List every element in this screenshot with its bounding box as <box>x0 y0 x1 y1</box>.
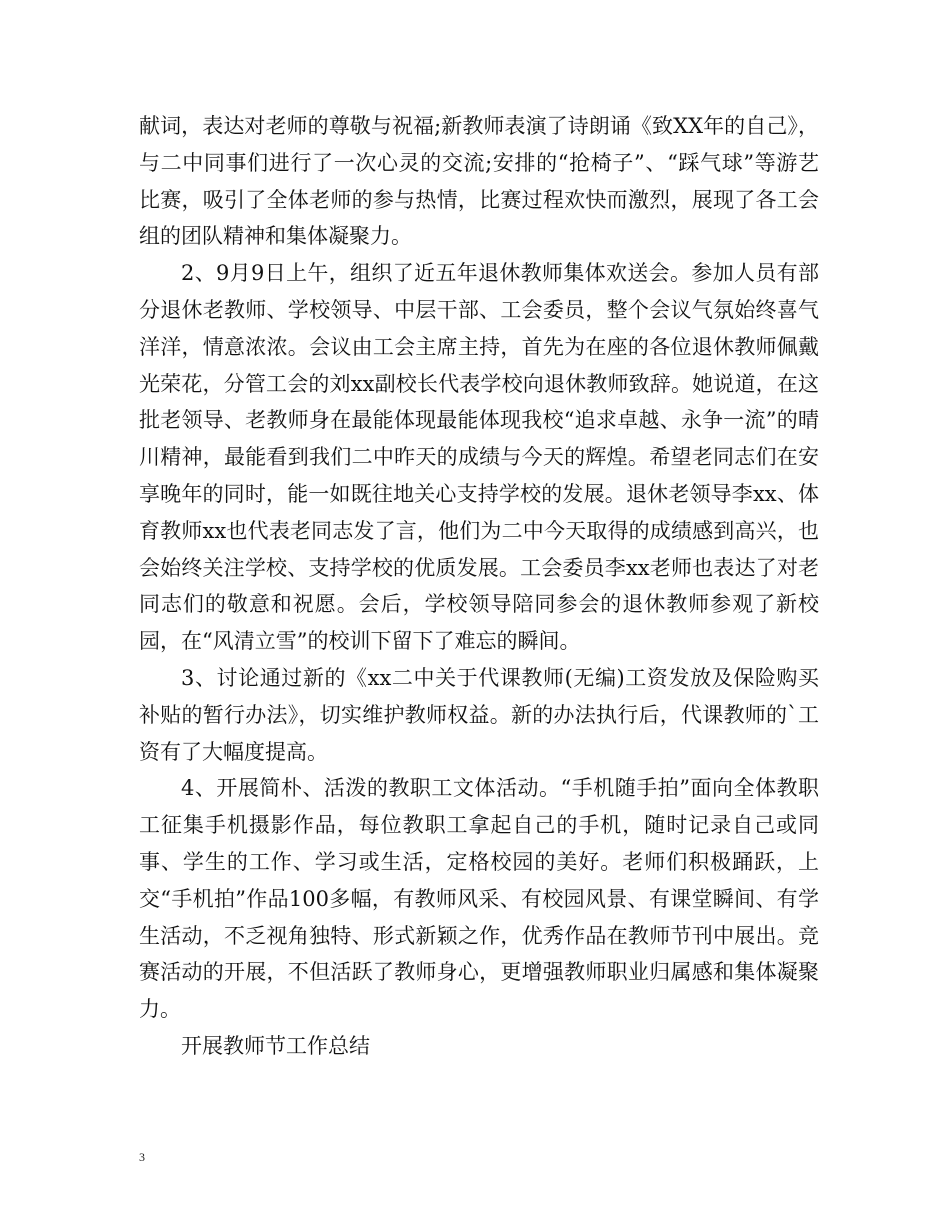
paragraph-item-4: 4、开展简朴、活泼的教职工文体活动。“手机随手拍”面向全体教职工征集手机摄影作品，每位教职工拿起自己的手机，随时记录自己或同事、学生的工作、学习或生活，定格校园的美好。老师们积极踊跃，上交“手机拍”作品100多幅，有教师风采、有校园风景、有课堂瞬间、有学生活动，不乏视角独特、形式新颖之作，优秀作品在教师节刊中展出。竞赛活动的开展，不但活跃了教师身心，更增强教师职业归属感和集体凝聚力。 <box>139 776 819 1022</box>
page-number: 3 <box>139 1150 145 1164</box>
document-body <box>139 108 819 1065</box>
paragraph-item-2: 2、9月9日上午，组织了近五年退休教师集体欢送会。参加人员有部分退休老教师、学校领导、中层干部、工会委员，整个会议气氛始终喜气洋洋，情意浓浓。会议由工会主席主持，首先为在座的各位退休教师佩戴光荣花，分管工会的刘xx副校长代表学校向退休教师致辞。她说道，在这批老领导、老教师身在最能体现最能体现我校“追求卓越、永争一流”的晴川精神，最能看到我们二中昨天的成绩与今天的辉煌。希望老同志们在安享晚年的同时，能一如既往地关心支持学校的发展。退休老领导李xx、体育教师xx也代表老同志发了言，他们为二中今天取得的成绩感到高兴，也会始终关注学校、支持学校的优质发展。工会委员李xx老师也表达了对老同志们的敬意和祝愿。会后，学校领导陪同参会的退休教师参观了新校园，在“风清立雪”的校训下留下了难忘的瞬间。 <box>139 261 819 654</box>
paragraph-item-3: 3、讨论通过新的《xx二中关于代课教师(无编)工资发放及保险购买补贴的暂行办法》，切实维护教师权益。新的办法执行后，代课教师的`工资有了大幅度提高。 <box>139 665 819 764</box>
paragraph-continuation: 献词，表达对老师的尊敬与祝福;新教师表演了诗朗诵《致XX年的自己》，与二中同事们进行了一次心灵的交流;安排的“抢椅子”、“踩气球”等游艺比赛，吸引了全体老师的参与热情，比赛过程欢快而激烈，展现了各工会组的团队精神和集体凝聚力。 <box>139 114 819 249</box>
section-heading: 开展教师节工作总结 <box>181 1033 370 1058</box>
